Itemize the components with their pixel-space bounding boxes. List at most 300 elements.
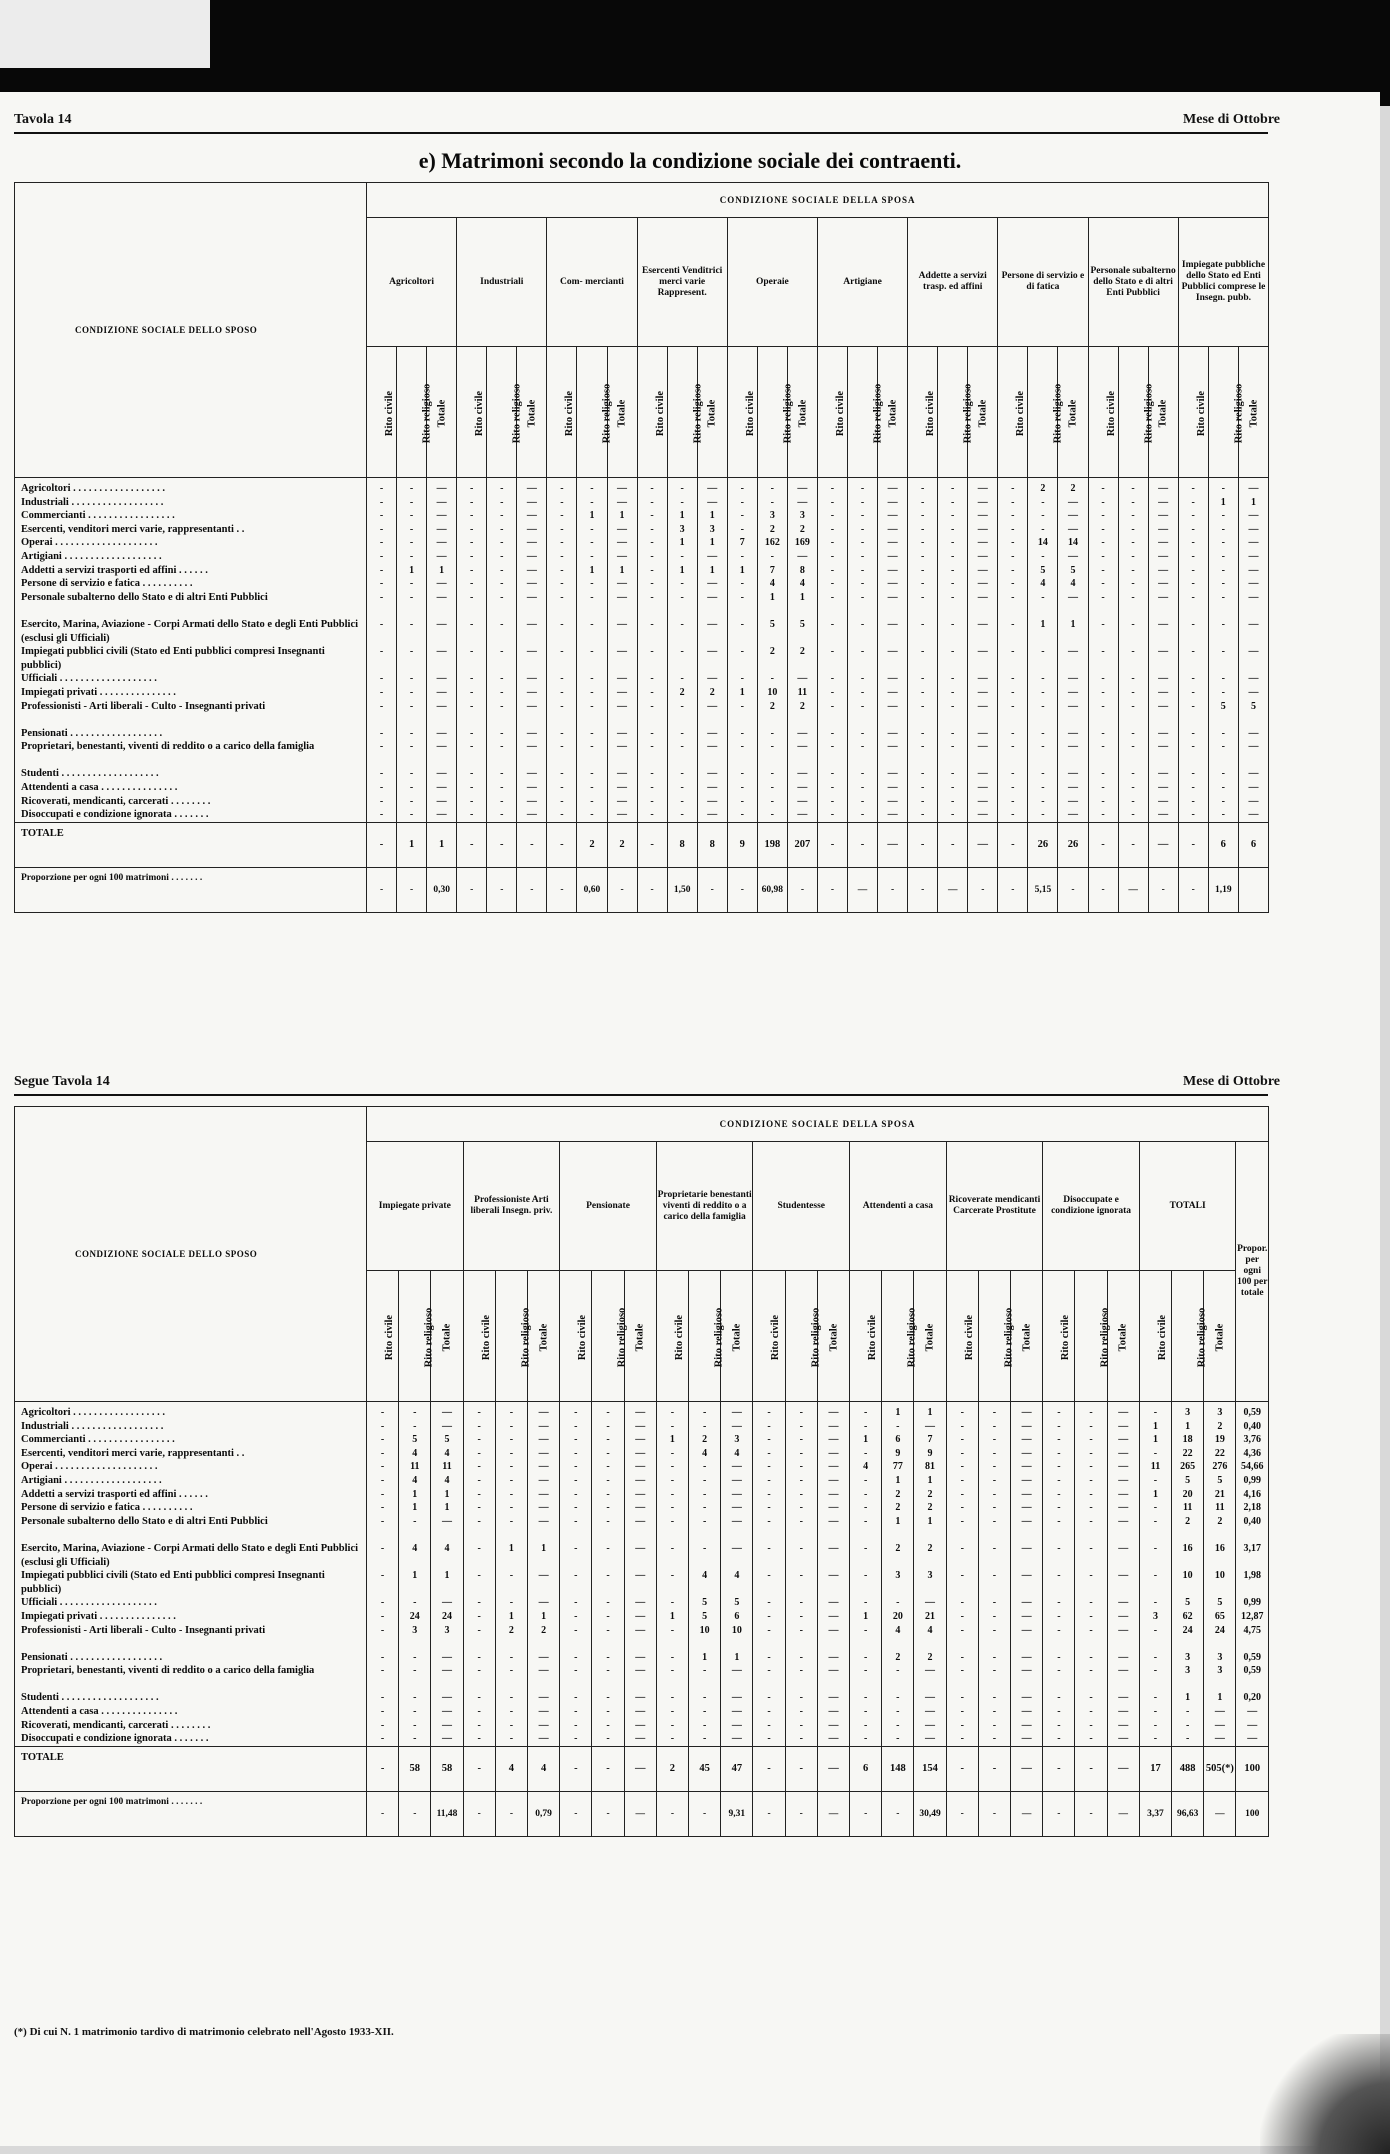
table-cell: — [1118, 1706, 1129, 1718]
table-cell: - [799, 1502, 803, 1514]
sub-header-label: Rito civile [1105, 390, 1117, 437]
table-cell: - [500, 523, 504, 535]
table-cell: - [702, 1515, 707, 1527]
table-cell: 10 [699, 1624, 710, 1636]
total-cell: - [753, 1746, 785, 1791]
table-cell: - [1041, 496, 1045, 508]
table-cell: - [1057, 1474, 1061, 1486]
proportion-value: 96,63 [1172, 1791, 1204, 1836]
table-cell: - [1221, 727, 1225, 739]
total-label-text: TOTALE [21, 827, 64, 839]
table-cell: - [1041, 646, 1045, 658]
table-cell: — [1214, 1706, 1225, 1718]
table-cell: — [1158, 496, 1169, 508]
table-cell: — [1248, 741, 1259, 753]
table-cell: — [538, 1488, 549, 1500]
table-cell: - [860, 483, 865, 494]
total-cell: 8 [697, 822, 727, 867]
sub-header-label: Totale [1157, 399, 1169, 428]
footnote: (*) Di cui N. 1 matrimonio tardivo di matrimonio celebrato nell'Agosto 1933-XII. [14, 2026, 394, 2038]
table-cell: - [650, 578, 654, 590]
table-cell: — [828, 1692, 839, 1704]
table-cell: — [977, 795, 988, 807]
table-cell: - [1221, 809, 1225, 821]
table-cell: — [1158, 510, 1169, 522]
total-cell: - [1178, 822, 1208, 867]
table-cell: - [863, 1719, 868, 1731]
table-cell: - [702, 1407, 707, 1418]
table-cell: - [920, 768, 925, 780]
row-label: Personale subalterno dello Stato e di altri Enti Pubblici [21, 1515, 268, 1527]
proportion-value: - [908, 867, 938, 912]
table-cell: - [560, 673, 564, 685]
table-cell: — [538, 1434, 549, 1446]
table-cell: - [379, 510, 384, 522]
table-cell: — [1248, 523, 1259, 535]
table-cell: - [509, 1692, 514, 1704]
table-cell: — [1067, 795, 1078, 807]
table-cell: 1 [679, 564, 685, 576]
table-cell: - [1153, 1515, 1158, 1527]
table-cell: - [560, 646, 564, 658]
table-cell: - [1101, 782, 1105, 794]
table-cell: - [1057, 1488, 1061, 1500]
table-cell: - [379, 550, 384, 562]
table-cell: - [380, 1420, 385, 1432]
table-cell: — [1118, 1542, 1129, 1554]
table-cell: - [500, 673, 504, 685]
table-cell: 7 [769, 564, 775, 576]
table-cell: - [379, 618, 384, 630]
table-cell: 77 [892, 1461, 903, 1473]
table-cell: 2 [508, 1624, 514, 1636]
table-cell: 10 [767, 686, 778, 698]
sub-header-label: Rito civile [835, 390, 847, 437]
table-cell: - [1041, 591, 1045, 603]
table-cell: — [828, 1542, 839, 1554]
sub-header [487, 347, 523, 478]
table-cell: — [797, 727, 808, 739]
table-cell: — [1118, 1434, 1129, 1446]
table-cell: - [896, 1733, 900, 1745]
table-cell: - [767, 1474, 771, 1486]
table-cell: - [650, 768, 654, 780]
table-cell: - [606, 1447, 610, 1459]
table-cell: - [500, 578, 504, 590]
table-cell: - [509, 1461, 514, 1473]
table-cell: - [1057, 1610, 1061, 1622]
table-cell: — [1158, 564, 1169, 576]
table-cell: — [797, 741, 808, 753]
table-cell: 1 [409, 564, 415, 576]
bride-condition-header: CONDIZIONE SOCIALE DELLA SPOSA [367, 1107, 1269, 1142]
table-cell: - [409, 768, 414, 780]
proportion-row [15, 1791, 1269, 1836]
total-cell: - [560, 1746, 592, 1791]
sub-header-label: Rito religioso [782, 383, 794, 444]
row-label: Impiegati privati . . . . . . . . . . . . . . . [21, 1610, 176, 1622]
table-cell: - [740, 523, 744, 535]
data-column [787, 478, 817, 823]
sub-header-label: Rito religioso [520, 1307, 532, 1368]
table-cell: - [509, 1665, 514, 1677]
table-cell: - [470, 741, 474, 753]
data-column [946, 1402, 978, 1747]
table-cell: — [707, 618, 718, 630]
table-cell: - [379, 673, 384, 685]
table-cell: - [1101, 618, 1105, 630]
table-cell: 1 [444, 1502, 450, 1514]
table-cell: 3 [895, 1570, 901, 1582]
table-cell: — [538, 1665, 549, 1677]
table-cell: — [635, 1597, 646, 1609]
table-cell: — [635, 1692, 646, 1704]
sub-header-label: Totale [796, 399, 808, 428]
sub-header-label: Rito civile [564, 390, 576, 437]
table-cell: — [731, 1515, 742, 1527]
table-cell: 5 [1185, 1474, 1191, 1486]
table-cell: - [380, 1733, 385, 1745]
table-cell: - [1131, 673, 1135, 685]
table-cell: — [1248, 782, 1259, 794]
table-cell: - [863, 1624, 868, 1636]
table-cell: — [828, 1461, 839, 1473]
total-cell: 505(*) [1204, 1746, 1236, 1791]
table-cell: - [670, 1570, 675, 1582]
proportion-value: - [978, 1791, 1010, 1836]
table-cell: — [1021, 1420, 1032, 1432]
table-cell: - [500, 510, 504, 522]
table-cell: — [526, 741, 537, 753]
table-cell: - [477, 1447, 481, 1459]
table-cell: - [1191, 782, 1195, 794]
sub-header [367, 347, 397, 478]
table-cell: - [1101, 523, 1105, 535]
table-cell: 11 [442, 1461, 452, 1473]
table-cell: 265 [1180, 1461, 1196, 1473]
table-cell: - [960, 1407, 964, 1418]
table-cell: 4 [734, 1447, 740, 1459]
data-column [1204, 1402, 1236, 1747]
table-cell: - [574, 1407, 578, 1418]
total-cell: - [817, 822, 847, 867]
data-column [495, 1402, 527, 1747]
table-cell: — [526, 550, 537, 562]
table-cell: - [1089, 1407, 1093, 1418]
sub-header [727, 347, 757, 478]
total-cell: - [908, 822, 938, 867]
table-cell: — [526, 591, 537, 603]
table-cell: - [560, 618, 564, 630]
table-cell: - [574, 1515, 578, 1527]
data-column [1208, 478, 1238, 823]
table-cell: - [380, 1665, 385, 1677]
table-cell: - [960, 1651, 964, 1663]
data-column [547, 478, 577, 823]
total-cell: 2 [607, 822, 637, 867]
table-cell: - [409, 496, 414, 508]
table-cell: - [1131, 646, 1135, 658]
table-cell: — [617, 537, 628, 549]
table-cell: 1 [619, 510, 625, 522]
table-cell: - [1041, 795, 1045, 807]
sub-header-label: Totale [977, 399, 989, 428]
table-cell: - [1101, 727, 1105, 739]
table-cell: — [526, 768, 537, 780]
table-cell: - [960, 1610, 964, 1622]
table-cell: - [1057, 1407, 1061, 1418]
table-cell: 3 [412, 1624, 418, 1636]
table-cell: - [680, 809, 684, 821]
table-cell: 1 [1152, 1434, 1158, 1446]
table-cell: - [830, 727, 835, 739]
data-column [1238, 478, 1268, 823]
table-cell: - [606, 1719, 610, 1731]
sub-header-label: Rito civile [654, 390, 666, 437]
table-cell: — [1021, 1706, 1032, 1718]
table-cell: - [799, 1651, 803, 1663]
table-cell: - [860, 550, 865, 562]
table-cell: — [526, 686, 537, 698]
table-cell: - [830, 483, 835, 494]
table-cell: 1 [669, 1610, 675, 1622]
table-cell: - [770, 550, 775, 562]
table-cell: - [1153, 1624, 1158, 1636]
data-body-row [15, 478, 1269, 823]
table-cell: - [830, 782, 835, 794]
table-cell: - [860, 591, 865, 603]
table-cell: 3 [1185, 1407, 1191, 1418]
table-cell: — [731, 1733, 742, 1745]
table-cell: - [860, 578, 865, 590]
table-cell: - [409, 782, 414, 794]
table-cell: - [1089, 1515, 1093, 1527]
table-cell: — [442, 1407, 452, 1418]
table-cell: - [560, 686, 564, 698]
table-cell: - [1153, 1651, 1158, 1663]
table-cell: - [560, 483, 564, 494]
table-cell: - [680, 727, 684, 739]
table-cell: - [1041, 782, 1045, 794]
table-cell: - [650, 537, 654, 549]
table-cell: — [1067, 591, 1078, 603]
table-cell: - [379, 727, 384, 739]
total-cell: — [1011, 1746, 1043, 1791]
sub-header [721, 1271, 753, 1402]
table-cell: - [1131, 618, 1135, 630]
proportion-value: 0,30 [427, 867, 457, 912]
table-cell: - [860, 741, 865, 753]
table-cell: - [1011, 564, 1015, 576]
table-cell: - [379, 564, 384, 576]
proportion-value: - [517, 867, 547, 912]
table-cell: — [797, 673, 808, 685]
table-cell: 4 [769, 578, 775, 590]
table-cell: — [617, 646, 628, 658]
table-cell: 65 [1214, 1610, 1225, 1622]
table-cell: - [477, 1515, 481, 1527]
table-cell: 169 [794, 537, 810, 549]
table-cell: - [380, 1651, 385, 1663]
table-cell: - [863, 1420, 868, 1432]
table-cell: - [1131, 510, 1135, 522]
table-cell: - [590, 537, 594, 549]
table-cell: - [413, 1651, 417, 1663]
sub-header-label: Rito religioso [962, 383, 974, 444]
table-cell: - [650, 809, 654, 821]
row-label: Studenti . . . . . . . . . . . . . . . . . . . [21, 1692, 159, 1704]
table-cell: - [590, 578, 594, 590]
table-cell: - [1131, 591, 1135, 603]
table-cell: - [1101, 537, 1105, 549]
table-cell: - [650, 646, 654, 658]
total-cell: - [547, 822, 577, 867]
table-cell: - [379, 795, 384, 807]
table-cell: - [470, 591, 474, 603]
table-cell: 3 [679, 523, 685, 535]
table-cell: — [707, 591, 718, 603]
proportion-cell: 54,66 [1241, 1461, 1264, 1473]
table-cell: - [799, 1610, 803, 1622]
table-cell: 4 [702, 1570, 708, 1582]
sub-header-label: Rito civile [474, 390, 486, 437]
table-cell: - [409, 795, 414, 807]
table-cell: 18 [1182, 1434, 1193, 1446]
table-cell: - [799, 1474, 803, 1486]
sub-header-label: Rito religioso [1233, 383, 1245, 444]
proportion-cell: — [1247, 1706, 1258, 1718]
table-cell: - [590, 523, 594, 535]
table-cell: — [442, 1597, 452, 1609]
table-cell: 2 [769, 646, 775, 658]
sub-header [667, 347, 703, 478]
table-cell: — [977, 768, 988, 780]
table-cell: - [470, 646, 474, 658]
table-cell: 1 [439, 564, 445, 576]
table-cell: — [707, 673, 718, 685]
table-cell: - [1011, 686, 1015, 698]
table-cell: - [767, 1420, 771, 1432]
table-cell: - [1041, 686, 1045, 698]
table-cell: - [1089, 1610, 1093, 1622]
row-label: Commercianti . . . . . . . . . . . . . . . . . [21, 1434, 175, 1446]
proportion-cell: 0,40 [1243, 1515, 1262, 1527]
proportion-cell: 0,59 [1243, 1651, 1262, 1663]
table-cell: - [830, 741, 835, 753]
table-cell: — [617, 550, 628, 562]
table-cell: - [409, 591, 414, 603]
proportion-value: - [399, 1791, 431, 1836]
table-cell: - [1153, 1502, 1158, 1514]
proportion-value: - [1148, 867, 1178, 912]
table-cell: - [860, 510, 865, 522]
row-label: Professionisti - Arti liberali - Culto - Insegnanti privati [21, 700, 266, 712]
sub-header [785, 1271, 821, 1402]
table-cell: 1 [863, 1610, 869, 1622]
table-cell: - [1089, 1665, 1093, 1677]
table-cell: - [920, 550, 925, 562]
table-cell: - [830, 510, 835, 522]
table-cell: - [951, 686, 955, 698]
table-cell: — [1021, 1651, 1032, 1663]
table-cell: - [409, 523, 414, 535]
table-cell: - [1153, 1570, 1158, 1582]
table-cell: 3 [1217, 1407, 1223, 1418]
table-cell: — [1021, 1624, 1032, 1636]
table-cell: — [1021, 1502, 1032, 1514]
table-cell: 24 [442, 1610, 452, 1622]
table-cell: 1 [1070, 618, 1076, 630]
table-cell: 2 [799, 646, 805, 658]
table-cell: — [538, 1597, 549, 1609]
table-cell: - [960, 1502, 964, 1514]
table-cell: - [606, 1665, 610, 1677]
table-cell: — [1158, 483, 1169, 494]
table-cell: — [617, 795, 628, 807]
row-label: Addetti a servizi trasporti ed affini . . . . . . [21, 564, 208, 576]
data-column [938, 478, 968, 823]
proportion-value: 9,31 [721, 1791, 753, 1836]
table-cell: - [740, 591, 744, 603]
table-cell: 1 [669, 1434, 675, 1446]
data-column [1011, 1402, 1043, 1747]
total-cell: - [938, 822, 968, 867]
table-cell: - [590, 618, 594, 630]
table-cell: - [680, 483, 684, 494]
sub-header [817, 347, 847, 478]
table-cell: - [830, 578, 835, 590]
table-cell: - [379, 809, 384, 821]
table-cell: - [413, 1597, 417, 1609]
table-cell: - [1089, 1570, 1093, 1582]
table-cell: - [767, 1434, 771, 1446]
table-cell: — [1248, 795, 1259, 807]
table-cell: - [1041, 727, 1045, 739]
table-cell: — [887, 496, 898, 508]
table-cell: — [707, 741, 718, 753]
total-cell: - [463, 1746, 495, 1791]
table-cell: 1 [508, 1542, 514, 1554]
sub-header [1011, 1271, 1043, 1402]
table-cell: - [670, 1706, 675, 1718]
proportion-value: 5,15 [1028, 867, 1058, 912]
table-cell: — [526, 523, 537, 535]
total-cell: - [367, 1746, 399, 1791]
table-cell: - [770, 782, 775, 794]
table-cell: — [1118, 1719, 1129, 1731]
table-cell: — [1067, 686, 1078, 698]
table-cell: - [770, 809, 775, 821]
table-cell: 24 [1182, 1624, 1193, 1636]
table-cell: — [526, 578, 537, 590]
table-cell: - [920, 741, 925, 753]
sub-header-label: Rito civile [577, 1314, 589, 1361]
table-cell: - [920, 782, 925, 794]
table-cell: — [1118, 1651, 1129, 1663]
table-cell: — [538, 1651, 549, 1663]
table-cell: 1 [444, 1488, 450, 1500]
total-cell: 488 [1172, 1746, 1204, 1791]
table-cell: — [1214, 1719, 1225, 1731]
table-cell: — [828, 1502, 839, 1514]
sub-header-label: Rito religioso [691, 383, 703, 444]
table-cell: — [1248, 768, 1259, 780]
sub-header [882, 1271, 918, 1402]
proportion-label-text: Proporzione per ogni 100 matrimoni . . . . . . . [21, 1796, 203, 1807]
table-cell: — [1248, 646, 1259, 658]
table-cell: - [860, 673, 865, 685]
sub-header-label: Rito religioso [1196, 1307, 1208, 1368]
